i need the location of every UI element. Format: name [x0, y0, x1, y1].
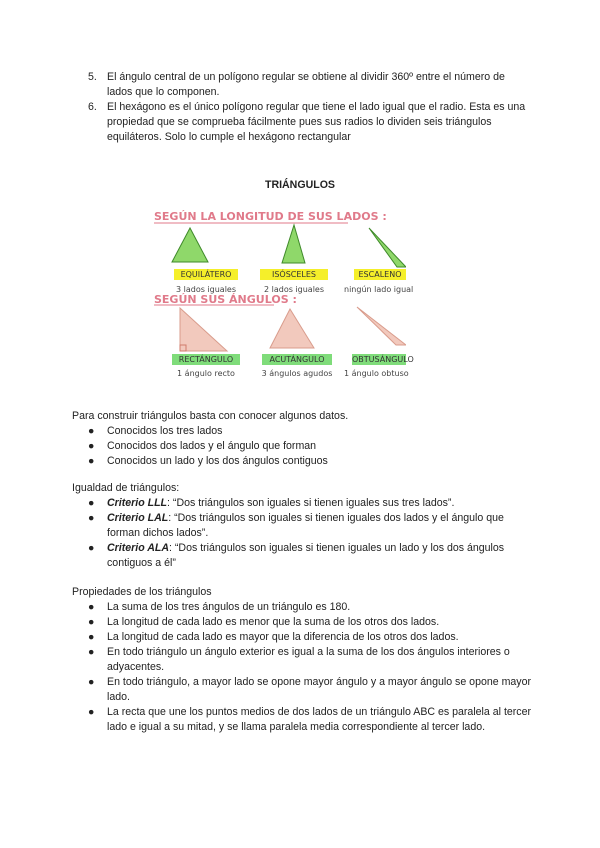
right-caption: 1 ángulo recto	[177, 369, 235, 378]
list-text: La suma de los tres ángulos de un triángulo es 180.	[107, 601, 351, 613]
list-text: Conocidos los tres lados	[107, 425, 223, 437]
list-text: En todo triángulo, a mayor lado se opone mayor ángulo y a mayor ángulo se opone mayor lado.	[107, 676, 532, 703]
bullet-icon: ●	[88, 631, 95, 643]
bullet-icon: ●	[88, 542, 95, 554]
list-text: La longitud de cada lado es menor que la suma de los otros dos lados.	[107, 616, 440, 628]
list-number: 5.	[88, 71, 97, 83]
equality-intro: Igualdad de triángulos:	[72, 482, 180, 494]
list-item	[88, 439, 538, 454]
list-item	[88, 630, 538, 645]
scalene-triangle	[369, 228, 406, 267]
bullet-icon: ●	[88, 616, 95, 628]
list-item	[88, 600, 538, 615]
isosceles-tag: ISÓSCELES	[260, 269, 328, 280]
isosceles-triangle	[282, 225, 305, 263]
list-item	[88, 675, 538, 705]
bullet-icon: ●	[88, 425, 95, 437]
acute-triangle	[270, 309, 314, 348]
list-text: El hexágono es el único polígono regular que tiene el lado igual que el radio. Esta es una propiedad que se comprueba fácilmente pues sus radios lo dividen seis triángulos equiláteros. Solo lo cumple el hexágono rectangular	[107, 101, 526, 143]
list-item	[88, 615, 538, 630]
list-text: La recta que une los puntos medios de dos lados de un triángulo ABC es paralela al tercer lado e igual a su mitad, y se llama paralela media correspondiente al tercer lado.	[107, 706, 532, 733]
list-text: Conocidos dos lados y el ángulo que forman	[107, 440, 317, 452]
list-item	[88, 645, 538, 675]
obtuse-triangle	[357, 307, 406, 345]
criterion-name: Criterio ALA	[107, 542, 169, 554]
section-heading: TRIÁNGULOS	[264, 179, 336, 191]
criterion-text: : “Dos triángulos son iguales si tienen iguales sus tres lados”.	[167, 497, 455, 509]
properties-list	[88, 600, 538, 735]
equality-list	[88, 496, 538, 571]
list-text: Conocidos un lado y los dos ángulos contiguos	[107, 455, 328, 467]
equilateral-triangle	[172, 228, 208, 262]
construct-list	[88, 424, 538, 469]
list-item	[88, 541, 538, 571]
list-item	[88, 511, 538, 541]
properties-intro: Propiedades de los triángulos	[72, 586, 212, 598]
right-tag: RECTÁNGULO	[172, 354, 240, 365]
list-text: El ángulo central de un polígono regular se obtiene al dividir 360º entre el número de lados que lo componen.	[107, 71, 505, 98]
triangle-classification-figure	[148, 205, 414, 383]
criterion-name: Criterio LAL	[107, 512, 169, 524]
bullet-icon: ●	[88, 497, 95, 509]
acute-caption: 3 ángulos agudos	[261, 369, 333, 378]
bullet-icon: ●	[88, 646, 95, 658]
list-item	[88, 424, 538, 439]
construct-intro: Para construir triángulos basta con conocer algunos datos.	[72, 410, 349, 422]
list-text: En todo triángulo un ángulo exterior es igual a la suma de los dos ángulos interiores o adyacentes.	[107, 646, 510, 673]
obtuse-tag: OBTUSÁNGULO	[352, 355, 414, 364]
bullet-icon: ●	[88, 512, 95, 524]
criterion-text: : “Dos triángulos son iguales si tienen iguales dos lados y el ángulo que forman dichos lados”.	[107, 512, 504, 539]
list-number: 6.	[88, 101, 97, 113]
bullet-icon: ●	[88, 601, 95, 613]
figure-title-angles: SEGÚN SUS ÁNGULOS :	[154, 293, 297, 306]
list-item	[88, 454, 538, 469]
bullet-icon: ●	[88, 440, 95, 452]
list-item	[88, 705, 538, 735]
criterion-text: : “Dos triángulos son iguales si tienen iguales un lado y los dos ángulos contiguos a él”	[107, 542, 505, 569]
obtuse-caption: 1 ángulo obtuso	[344, 369, 409, 378]
bullet-icon: ●	[88, 455, 95, 467]
acute-tag: ACUTÁNGULO	[262, 354, 332, 365]
list-text: La longitud de cada lado es mayor que la diferencia de los otros dos lados.	[107, 631, 459, 643]
equilateral-caption: 3 lados iguales	[175, 285, 237, 294]
right-triangle	[180, 308, 227, 351]
bullet-icon: ●	[88, 706, 95, 718]
figure-title-sides: SEGÚN LA LONGITUD DE SUS LADOS :	[154, 210, 387, 223]
numbered-list	[82, 70, 532, 145]
equilateral-tag: EQUILÁTERO	[174, 269, 238, 280]
list-item	[82, 100, 532, 145]
scalene-caption: ningún lado igual	[344, 285, 414, 294]
criterion-name: Criterio LLL	[107, 497, 168, 509]
bullet-icon: ●	[88, 676, 95, 688]
scalene-tag: ESCALENO	[354, 269, 406, 280]
isosceles-caption: 2 lados iguales	[263, 285, 325, 294]
list-item	[88, 496, 538, 511]
list-item	[82, 70, 532, 100]
